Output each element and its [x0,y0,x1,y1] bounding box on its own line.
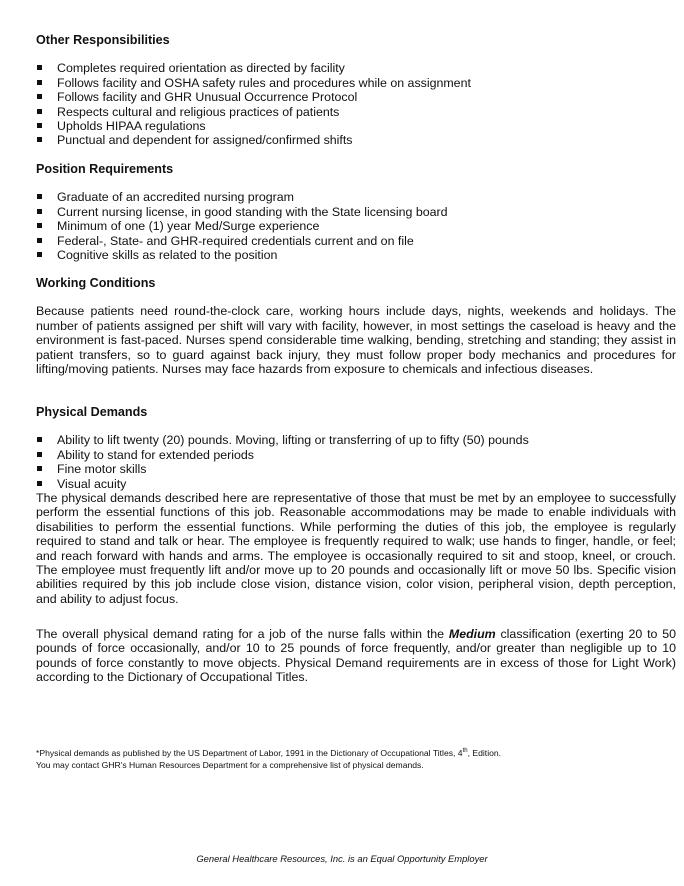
section-physical-demands [36,405,676,491]
bullet-list [36,190,676,262]
list-item: Visual acuity [36,477,676,491]
section-position-requirements [36,162,676,262]
physical-demands-paragraph-block [36,491,676,606]
list-item: Follows facility and OSHA safety rules and procedures while on assignment [36,76,676,90]
rating-emphasis: Medium [448,627,496,641]
footnote-text: , Edition. [467,747,502,758]
list-item: Punctual and dependent for assigned/confirmed shifts [36,133,676,147]
rating-text: classification (exerting 20 to 50 pounds of force occasionally, and/or 10 to 25 pounds of force frequently, and/or greater than negligible up to 10 pounds of force constantly to move objects. Physical Demand requirements are in excess of those for Light Work) according to the Dictionary of Occupational Titles. [36,627,676,685]
rating-paragraph [36,627,676,685]
physical-demands-paragraph: The physical demands described here are representative of those that must be met by an employee to successfully perform the essential functions of this job. Reasonable accommodations may be made to enable individuals with disabilities to perform the essential functions. While performing the duties of this job, the employee is regularly required to stand and talk or hear. The employee is frequently required to walk; use hands to finger, handle, or feel; and reach forward with hands and arms. The employee is occasionally required to sit and stoop, kneel, or crouch. The employee must frequently lift and/or move up to 20 pounds and occasionally lift or move 50 lbs. Specific vision abilities required by this job include close vision, distance vision, color vision, peripheral vision, depth perception, and ability to adjust focus. [36,491,676,606]
list-item: Federal-, State- and GHR-required credentials current and on file [36,234,676,248]
section-heading: Position Requirements [36,162,174,176]
working-conditions-paragraph: Because patients need round-the-clock care, working hours include days, nights, weekends and holidays. The number of patients assigned per shift will vary with facility, however, in most settings the caseload is heavy and the environment is fast-paced. Nurses spend considerable time walking, bending, stretching and standing; they assist in patient transfers, so to guard against back injury, they must follow proper body mechanics and procedures for lifting/moving patients. Nurses may face hazards from exposure to chemicals and infectious diseases. [36,304,676,377]
footnote-text: *Physical demands as published by the US Department of Labor, 1991 in the Dictionary of Occupational Titles, 4 [36,747,463,758]
section-heading: Working Conditions [36,276,156,290]
section-working-conditions [36,276,676,376]
rating-text: The overall physical demand rating for a job of the nurse falls within the [36,627,449,641]
list-item: Minimum of one (1) year Med/Surge experience [36,219,676,233]
list-item: Ability to stand for extended periods [36,448,676,462]
footnote [36,745,676,771]
list-item: Cognitive skills as related to the position [36,248,676,262]
list-item: Follows facility and GHR Unusual Occurrence Protocol [36,90,676,104]
footnote-line-1 [36,745,676,759]
bullet-list [36,433,676,491]
list-item: Current nursing license, in good standing with the State licensing board [36,205,676,219]
footnote-line-2: You may contact GHR's Human Resources Department for a comprehensive list of physical demands. [36,759,424,770]
list-item: Respects cultural and religious practices of patients [36,105,676,119]
bullet-list [36,61,676,147]
section-heading: Physical Demands [36,405,148,419]
list-item: Ability to lift twenty (20) pounds. Moving, lifting or transferring of up to fifty (50) pounds [36,433,676,447]
footnote-sup: th [462,748,468,754]
list-item: Graduate of an accredited nursing program [36,190,676,204]
section-other-responsibilities [36,33,676,148]
list-item: Fine motor skills [36,462,676,476]
list-item: Upholds HIPAA regulations [36,119,676,133]
rating-paragraph-block [36,627,676,685]
page-footer: General Healthcare Resources, Inc. is an Equal Opportunity Employer [196,853,488,864]
list-item: Completes required orientation as directed by facility [36,61,676,75]
section-heading: Other Responsibilities [36,33,170,47]
